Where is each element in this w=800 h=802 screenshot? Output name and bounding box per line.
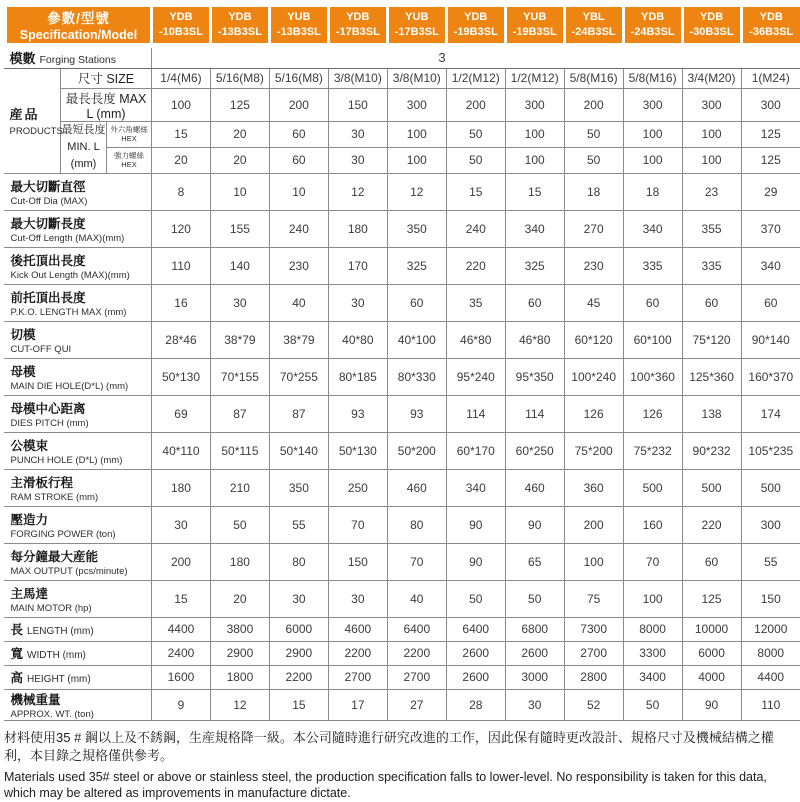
- spec-value: 350: [269, 469, 328, 506]
- spec-value: 30: [328, 121, 387, 147]
- spec-value: 355: [682, 210, 741, 247]
- spec-value: 3000: [505, 665, 564, 689]
- spec-value: 100: [623, 147, 682, 173]
- spec-value: 9: [152, 689, 211, 720]
- spec-value: 2700: [564, 641, 623, 665]
- size-label: 尺寸 SIZE: [61, 68, 152, 88]
- spec-value: 45: [564, 284, 623, 321]
- spec-value: 2400: [152, 641, 211, 665]
- spec-label: 主馬達 MAIN MOTOR (hp): [4, 580, 152, 617]
- forging-stations-value: 3: [152, 45, 800, 68]
- spec-value: 140: [210, 247, 269, 284]
- spec-value: 50*130: [152, 358, 211, 395]
- spec-value: 75*200: [564, 432, 623, 469]
- spec-value: 180: [328, 210, 387, 247]
- spec-value: 5/8(M16): [623, 68, 682, 88]
- spec-value: 270: [564, 210, 623, 247]
- spec-value: 300: [741, 506, 800, 543]
- spec-value: 40: [387, 580, 446, 617]
- spec-value: 50*115: [210, 432, 269, 469]
- spec-value: 180: [152, 469, 211, 506]
- spec-value: 100: [623, 580, 682, 617]
- model-header: YDB -10B3SL: [152, 7, 211, 45]
- spec-value: 300: [387, 88, 446, 121]
- spec-row: [4, 543, 800, 580]
- spec-value: 40*80: [328, 321, 387, 358]
- spec-value: 3800: [210, 617, 269, 641]
- spec-value: 240: [269, 210, 328, 247]
- spec-value: 2900: [269, 641, 328, 665]
- spec-value: 12000: [741, 617, 800, 641]
- spec-value: 114: [505, 395, 564, 432]
- spec-value: 8000: [741, 641, 800, 665]
- spec-value: 40*100: [387, 321, 446, 358]
- spec-value: 29: [741, 173, 800, 210]
- spec-value: 3/4(M20): [682, 68, 741, 88]
- spec-value: 500: [741, 469, 800, 506]
- spec-value: 100: [623, 121, 682, 147]
- spec-value: 4600: [328, 617, 387, 641]
- spec-value: 60: [269, 121, 328, 147]
- model-header: YUB -19B3SL: [505, 7, 564, 45]
- spec-value: 10: [210, 173, 269, 210]
- spec-label: 前托頂出長度 P.K.O. LENGTH MAX (mm): [4, 284, 152, 321]
- spec-value: 4400: [152, 617, 211, 641]
- spec-value: 200: [152, 543, 211, 580]
- spec-value: 12: [328, 173, 387, 210]
- spec-value: 114: [446, 395, 505, 432]
- spec-value: 75*120: [682, 321, 741, 358]
- spec-value: 80: [269, 543, 328, 580]
- spec-value: 80*330: [387, 358, 446, 395]
- spec-value: 30: [505, 689, 564, 720]
- spec-row: [4, 689, 800, 720]
- spec-value: 2900: [210, 641, 269, 665]
- spec-value: 15: [505, 173, 564, 210]
- footnote-zh: 材料使用35 # 鋼以上及不銹鋼，生産規格降一級。本公司隨時進行研究改進的工作，因此保有隨時更改設計、規格尺寸及機械結構之權利，本目錄之規格僅供參考。: [4, 729, 794, 766]
- spec-value: 100: [387, 121, 446, 147]
- min-length-label: 最短長度 MIN. L (mm): [61, 121, 107, 173]
- spec-value: 60: [387, 284, 446, 321]
- spec-value: 75*232: [623, 432, 682, 469]
- spec-label: 公模束 PUNCH HOLE (D*L) (mm): [4, 432, 152, 469]
- hex-outer-label: 外六角螺絲 HEX: [107, 121, 152, 147]
- spec-value: 7300: [564, 617, 623, 641]
- spec-row: [4, 173, 800, 210]
- spec-value: 8000: [623, 617, 682, 641]
- spec-value: 90*232: [682, 432, 741, 469]
- spec-value: 69: [152, 395, 211, 432]
- spec-value: 20: [210, 580, 269, 617]
- spec-label: 高 HEIGHT (mm): [4, 665, 152, 689]
- spec-value: 60*120: [564, 321, 623, 358]
- spec-value: 300: [682, 88, 741, 121]
- spec-label: 機械重量 APPROX. WT. (ton): [4, 689, 152, 720]
- spec-value: 125: [682, 580, 741, 617]
- spec-value: 20: [210, 147, 269, 173]
- spec-value: 17: [328, 689, 387, 720]
- spec-value: 12: [387, 173, 446, 210]
- spec-value: 27: [387, 689, 446, 720]
- spec-row: [4, 210, 800, 247]
- spec-value: 18: [623, 173, 682, 210]
- spec-value: 15: [152, 580, 211, 617]
- spec-value: 300: [741, 88, 800, 121]
- spec-value: 220: [682, 506, 741, 543]
- model-header: YUB -17B3SL: [387, 7, 446, 45]
- spec-label: 寬 WIDTH (mm): [4, 641, 152, 665]
- spec-model-header: [4, 7, 152, 45]
- spec-value: 60: [269, 147, 328, 173]
- spec-value: 335: [623, 247, 682, 284]
- spec-value: 3300: [623, 641, 682, 665]
- spec-value: 350: [387, 210, 446, 247]
- spec-value: 50: [623, 689, 682, 720]
- spec-value: 174: [741, 395, 800, 432]
- spec-value: 335: [682, 247, 741, 284]
- spec-header-label-en: Specification/Model: [7, 28, 150, 42]
- max-length-label: 最長長度 MAX L (mm): [61, 88, 152, 121]
- spec-value: 38*79: [210, 321, 269, 358]
- spec-row: [4, 395, 800, 432]
- spec-row: [4, 358, 800, 395]
- spec-value: 240: [446, 210, 505, 247]
- spec-value: 325: [505, 247, 564, 284]
- spec-value: 360: [564, 469, 623, 506]
- spec-value: 16: [152, 284, 211, 321]
- spec-value: 160: [623, 506, 682, 543]
- spec-value: 300: [623, 88, 682, 121]
- spec-value: 1800: [210, 665, 269, 689]
- footnote-en: Materials used 35# steel or above or stainless steel, the production specification falls to lower-level. No responsibility is taken for this data, which may be altered as improvements in manufacture dictate.: [4, 769, 794, 802]
- spec-value: 87: [210, 395, 269, 432]
- spec-value: 460: [387, 469, 446, 506]
- spec-value: 5/16(M8): [210, 68, 269, 88]
- spec-value: 230: [269, 247, 328, 284]
- spec-row: [4, 665, 800, 689]
- spec-value: 60*100: [623, 321, 682, 358]
- products-hex-row: [4, 121, 800, 147]
- spec-row: [4, 641, 800, 665]
- spec-value: 90: [446, 543, 505, 580]
- spec-value: 90: [505, 506, 564, 543]
- spec-value: 126: [564, 395, 623, 432]
- spec-value: 50: [564, 121, 623, 147]
- spec-value: 15: [446, 173, 505, 210]
- spec-value: 460: [505, 469, 564, 506]
- spec-value: 70*255: [269, 358, 328, 395]
- spec-value: 6400: [387, 617, 446, 641]
- spec-value: 60: [682, 543, 741, 580]
- spec-value: 12: [210, 689, 269, 720]
- spec-value: 60: [623, 284, 682, 321]
- model-header: YDB -19B3SL: [446, 7, 505, 45]
- spec-value: 110: [152, 247, 211, 284]
- spec-value: 60*250: [505, 432, 564, 469]
- model-header: YBL -24B3SL: [564, 7, 623, 45]
- spec-value: 90: [682, 689, 741, 720]
- spec-value: 60*170: [446, 432, 505, 469]
- footnote: [0, 721, 800, 802]
- spec-value: 100: [505, 147, 564, 173]
- spec-value: 95*240: [446, 358, 505, 395]
- spec-value: 38*79: [269, 321, 328, 358]
- spec-table: [0, 7, 800, 721]
- spec-value: 2200: [387, 641, 446, 665]
- spec-value: 1/2(M12): [446, 68, 505, 88]
- model-header: YUB -13B3SL: [269, 7, 328, 45]
- spec-value: 50*200: [387, 432, 446, 469]
- spec-value: 10: [269, 173, 328, 210]
- spec-row: [4, 284, 800, 321]
- spec-value: 220: [446, 247, 505, 284]
- spec-value: 3400: [623, 665, 682, 689]
- spec-value: 170: [328, 247, 387, 284]
- spec-value: 60: [741, 284, 800, 321]
- spec-value: 50*140: [269, 432, 328, 469]
- spec-value: 1/2(M12): [505, 68, 564, 88]
- spec-row: [4, 432, 800, 469]
- spec-value: 105*235: [741, 432, 800, 469]
- spec-value: 100: [505, 121, 564, 147]
- spec-value: 50: [446, 580, 505, 617]
- forging-stations-label: 模數 Forging Stations: [4, 45, 152, 68]
- spec-value: 2200: [269, 665, 328, 689]
- spec-label: 壓造力 FORGING POWER (ton): [4, 506, 152, 543]
- spec-row: [4, 321, 800, 358]
- model-header: YDB -24B3SL: [623, 7, 682, 45]
- spec-value: 90: [446, 506, 505, 543]
- spec-value: 55: [269, 506, 328, 543]
- spec-value: 65: [505, 543, 564, 580]
- spec-value: 6000: [269, 617, 328, 641]
- hex-strong-label: 強力螺絲 HEX: [107, 147, 152, 173]
- spec-value: 4000: [682, 665, 741, 689]
- spec-label: 最大切斷直徑 Cut-Off Dia (MAX): [4, 173, 152, 210]
- spec-value: 70: [623, 543, 682, 580]
- spec-value: 3/8(M10): [387, 68, 446, 88]
- products-size-row: [4, 68, 800, 88]
- spec-value: 28: [446, 689, 505, 720]
- spec-label: 最大切斷長度 Cut-Off Length (MAX)(mm): [4, 210, 152, 247]
- spec-value: 60: [682, 284, 741, 321]
- spec-value: 1600: [152, 665, 211, 689]
- spec-value: 93: [328, 395, 387, 432]
- spec-value: 1/4(M6): [152, 68, 211, 88]
- spec-value: 20: [210, 121, 269, 147]
- spec-value: 70: [387, 543, 446, 580]
- spec-row: [4, 580, 800, 617]
- spec-label: 母模 MAIN DIE HOLE(D*L) (mm): [4, 358, 152, 395]
- spec-value: 6800: [505, 617, 564, 641]
- spec-label: 長 LENGTH (mm): [4, 617, 152, 641]
- spec-value: 55: [741, 543, 800, 580]
- spec-value: 160*370: [741, 358, 800, 395]
- spec-value: 40*110: [152, 432, 211, 469]
- spec-value: 40: [269, 284, 328, 321]
- spec-value: 370: [741, 210, 800, 247]
- model-header: YDB -30B3SL: [682, 7, 741, 45]
- spec-value: 2600: [446, 665, 505, 689]
- model-header-row: [4, 7, 800, 45]
- spec-value: 15: [269, 689, 328, 720]
- products-label: 産品 PRODUCTS: [4, 68, 61, 173]
- spec-value: 110: [741, 689, 800, 720]
- spec-value: 75: [564, 580, 623, 617]
- spec-value: 46*80: [446, 321, 505, 358]
- products-hex-strong-row: [4, 147, 800, 173]
- spec-value: 15: [152, 121, 211, 147]
- spec-value: 500: [623, 469, 682, 506]
- spec-value: 125: [210, 88, 269, 121]
- spec-value: 230: [564, 247, 623, 284]
- spec-value: 50: [446, 121, 505, 147]
- spec-value: 3/8(M10): [328, 68, 387, 88]
- spec-value: 2600: [505, 641, 564, 665]
- spec-label: 後托頂出長度 Kick Out Length (MAX)(mm): [4, 247, 152, 284]
- model-header: YDB -13B3SL: [210, 7, 269, 45]
- spec-value: 10000: [682, 617, 741, 641]
- spec-value: 340: [446, 469, 505, 506]
- spec-value: 340: [741, 247, 800, 284]
- spec-value: 150: [741, 580, 800, 617]
- spec-value: 2600: [446, 641, 505, 665]
- spec-value: 30: [328, 147, 387, 173]
- spec-value: 28*46: [152, 321, 211, 358]
- spec-value: 2200: [328, 641, 387, 665]
- spec-value: 100: [682, 147, 741, 173]
- spec-value: 125: [741, 147, 800, 173]
- spec-value: 125: [741, 121, 800, 147]
- spec-value: 46*80: [505, 321, 564, 358]
- spec-value: 2800: [564, 665, 623, 689]
- products-maxlength-row: [4, 88, 800, 121]
- spec-value: 340: [505, 210, 564, 247]
- spec-value: 50: [505, 580, 564, 617]
- spec-value: 30: [328, 284, 387, 321]
- spec-label: 主滑板行程 RAM STROKE (mm): [4, 469, 152, 506]
- spec-value: 300: [505, 88, 564, 121]
- spec-value: 125*360: [682, 358, 741, 395]
- spec-value: 23: [682, 173, 741, 210]
- spec-value: 500: [682, 469, 741, 506]
- spec-row: [4, 506, 800, 543]
- spec-value: 150: [328, 543, 387, 580]
- spec-value: 50: [564, 147, 623, 173]
- spec-value: 6000: [682, 641, 741, 665]
- spec-value: 70*155: [210, 358, 269, 395]
- spec-value: 5/8(M16): [564, 68, 623, 88]
- spec-value: 2700: [387, 665, 446, 689]
- spec-value: 100*360: [623, 358, 682, 395]
- spec-value: 30: [328, 580, 387, 617]
- spec-value: 30: [210, 284, 269, 321]
- spec-value: 52: [564, 689, 623, 720]
- spec-value: 200: [564, 506, 623, 543]
- spec-value: 210: [210, 469, 269, 506]
- spec-label: 切模 CUT-OFF QUI: [4, 321, 152, 358]
- spec-value: 35: [446, 284, 505, 321]
- spec-value: 30: [269, 580, 328, 617]
- spec-value: 2700: [328, 665, 387, 689]
- spec-row: [4, 617, 800, 641]
- spec-value: 200: [564, 88, 623, 121]
- spec-value: 1(M24): [741, 68, 800, 88]
- spec-value: 100: [152, 88, 211, 121]
- spec-value: 250: [328, 469, 387, 506]
- spec-value: 180: [210, 543, 269, 580]
- forging-stations-row: [4, 45, 800, 68]
- spec-label: 每分鐘最大産能 MAX OUTPUT (pcs/minute): [4, 543, 152, 580]
- spec-value: 80: [387, 506, 446, 543]
- spec-value: 340: [623, 210, 682, 247]
- spec-value: 6400: [446, 617, 505, 641]
- spec-value: 4400: [741, 665, 800, 689]
- spec-row: [4, 247, 800, 284]
- spec-value: 5/16(M8): [269, 68, 328, 88]
- spec-value: 30: [152, 506, 211, 543]
- spec-value: 93: [387, 395, 446, 432]
- spec-value: 100: [682, 121, 741, 147]
- spec-value: 50*130: [328, 432, 387, 469]
- spec-value: 200: [269, 88, 328, 121]
- spec-value: 18: [564, 173, 623, 210]
- spec-value: 60: [505, 284, 564, 321]
- spec-value: 100*240: [564, 358, 623, 395]
- model-header: YDB -36B3SL: [741, 7, 800, 45]
- spec-value: 200: [446, 88, 505, 121]
- spec-value: 120: [152, 210, 211, 247]
- spec-value: 100: [564, 543, 623, 580]
- spec-value: 50: [446, 147, 505, 173]
- spec-value: 95*350: [505, 358, 564, 395]
- spec-value: 100: [387, 147, 446, 173]
- spec-value: 126: [623, 395, 682, 432]
- spec-row: [4, 469, 800, 506]
- spec-value: 155: [210, 210, 269, 247]
- spec-value: 325: [387, 247, 446, 284]
- spec-value: 8: [152, 173, 211, 210]
- spec-value: 70: [328, 506, 387, 543]
- spec-header-label-zh: 參數/型號: [7, 7, 150, 27]
- spec-value: 150: [328, 88, 387, 121]
- spec-value: 138: [682, 395, 741, 432]
- spec-value: 20: [152, 147, 211, 173]
- spec-value: 90*140: [741, 321, 800, 358]
- model-header: YDB -17B3SL: [328, 7, 387, 45]
- spec-value: 80*185: [328, 358, 387, 395]
- spec-value: 87: [269, 395, 328, 432]
- spec-label: 母模中心距离 DIES PITCH (mm): [4, 395, 152, 432]
- spec-value: 50: [210, 506, 269, 543]
